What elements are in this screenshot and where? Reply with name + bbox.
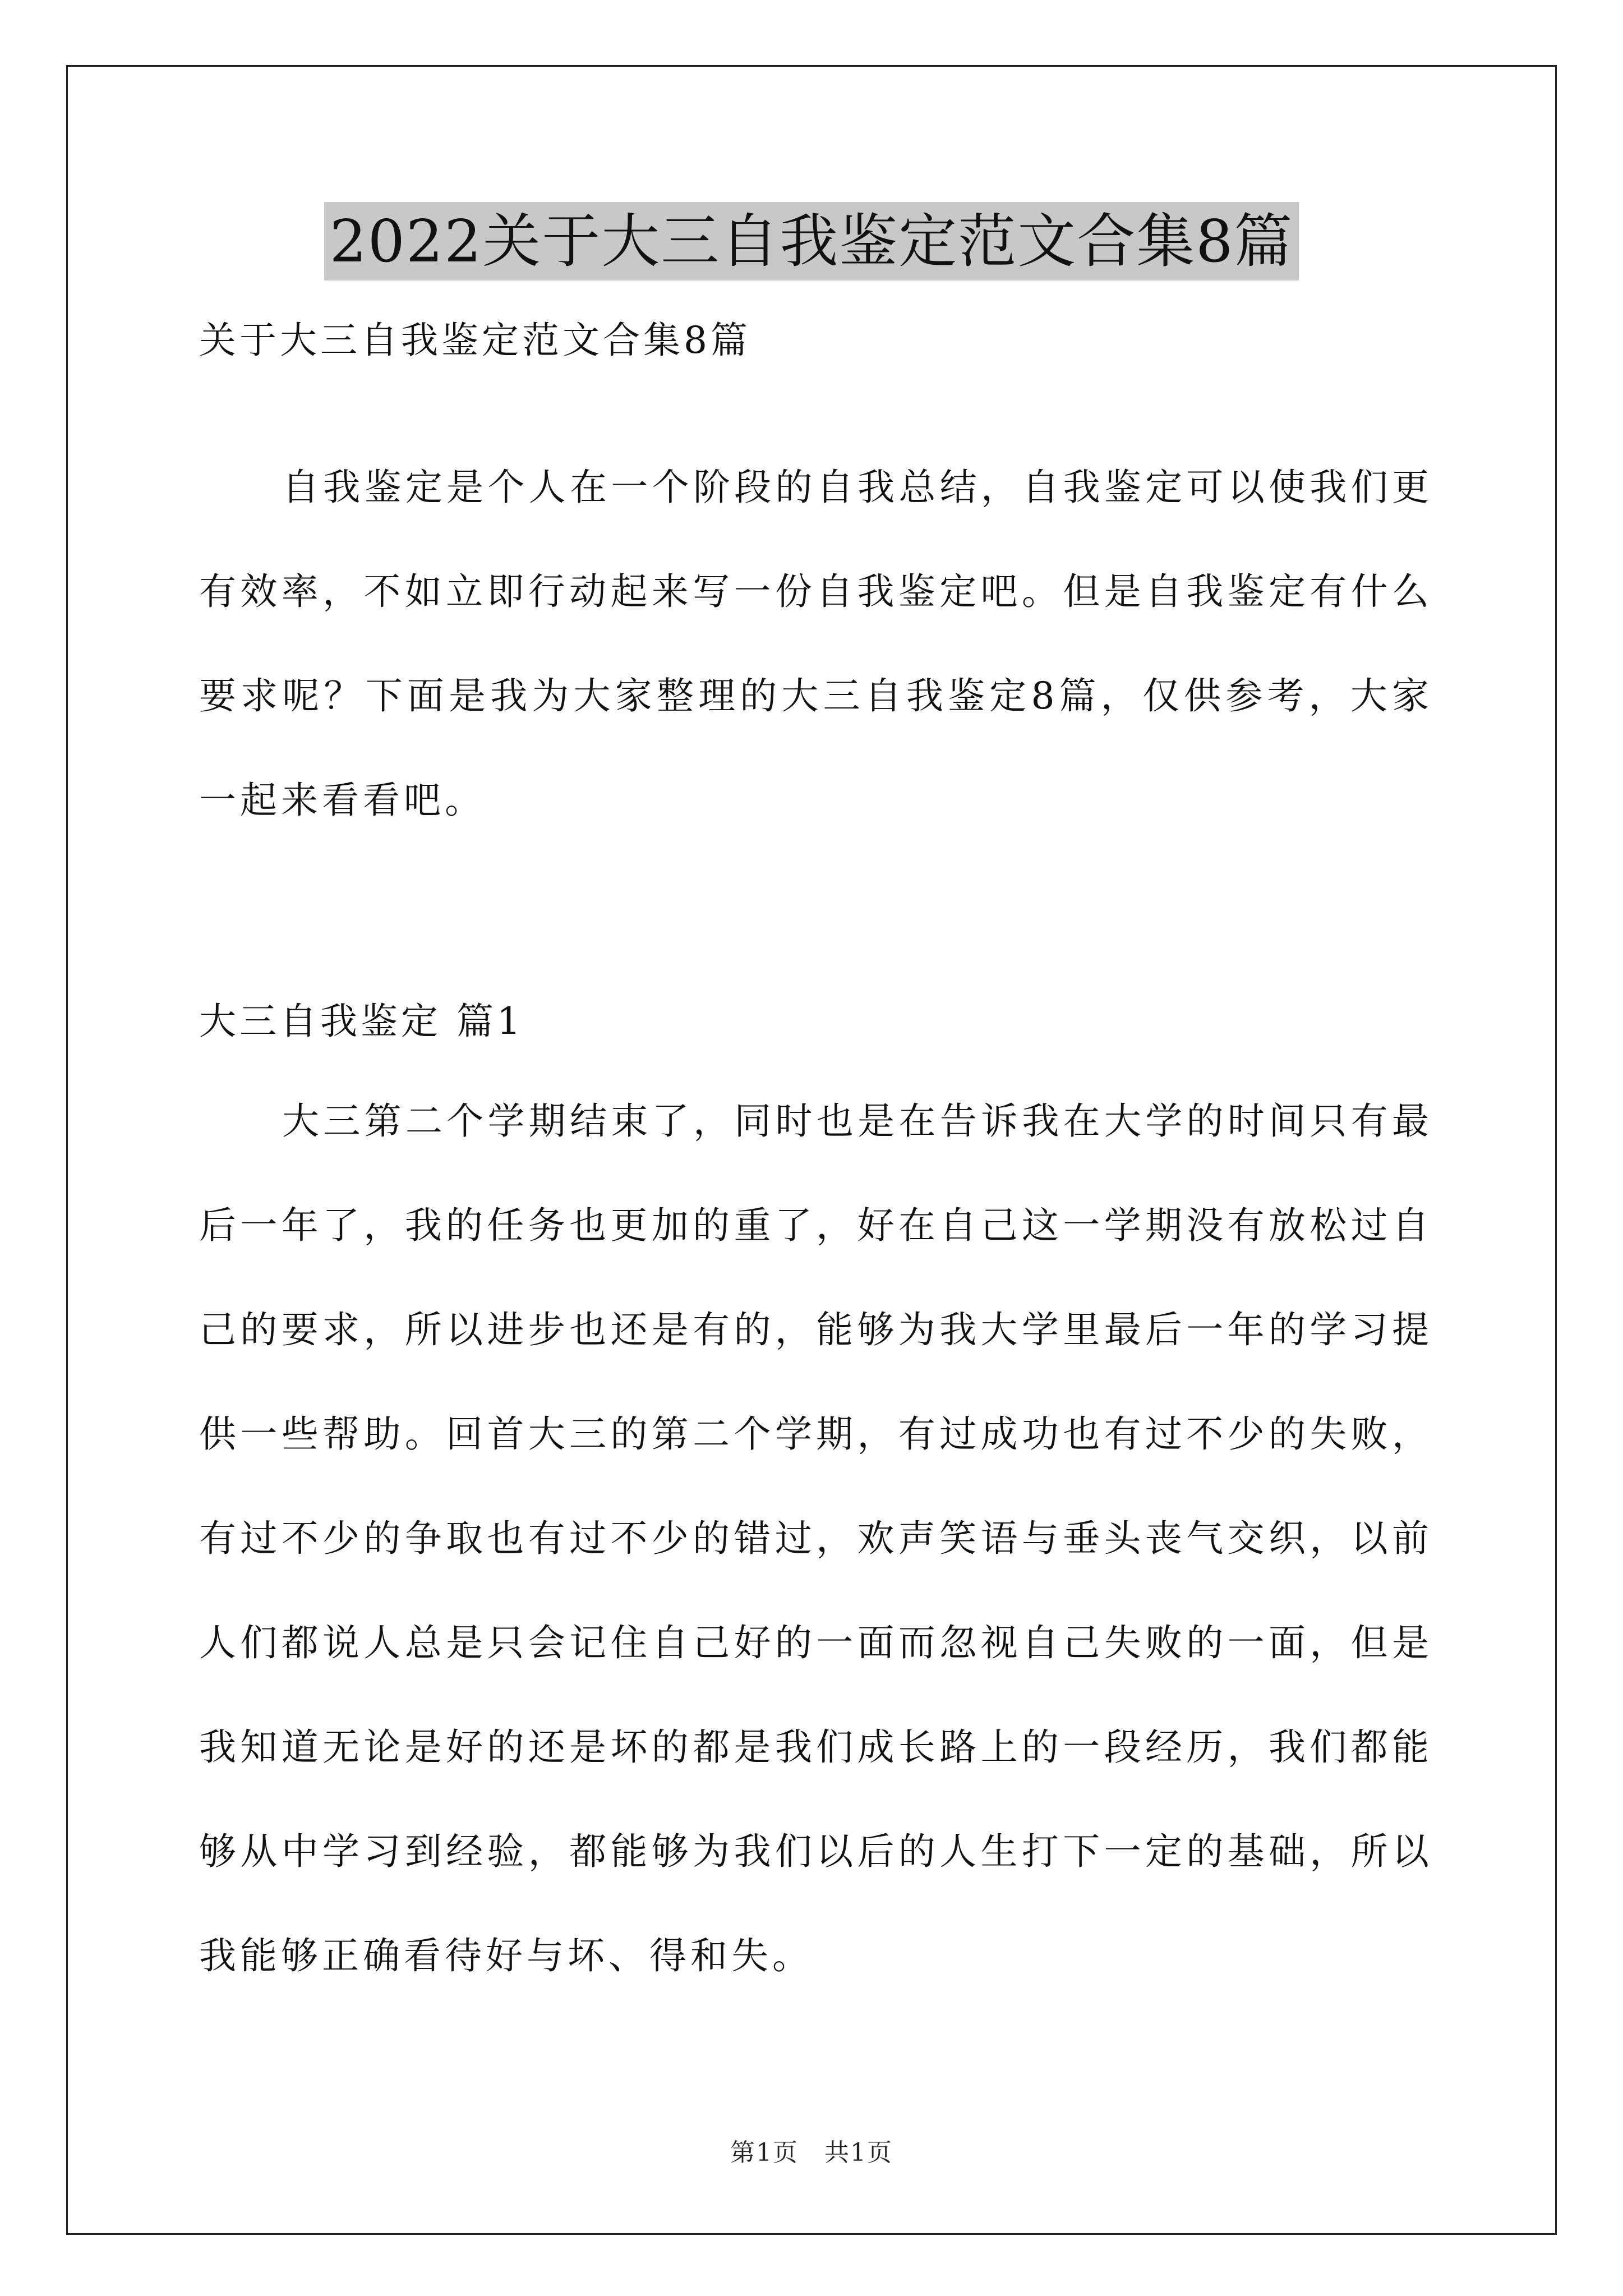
title-container [0, 202, 1623, 280]
section-heading: 大三自我鉴定 篇1 [199, 1000, 524, 1043]
page-footer: 第1页 共1页 [730, 2138, 893, 2167]
section-body-paragraph: 大三第二个学期结束了，同时也是在告诉我在大学的时间只有最后一年了，我的任务也更加的重了，好在自己这一学期没有放松过自己的要求，所以进步也还是有的，能够为我大学里最后一年的学习提供一些帮助。回首大三的第二个学期，有过成功也有过不少的失败，有过不少的争取也有过不少的错过，欢声笑语与垂头丧气交织，以前人们都说人总是只会记住自己好的一面而忽视自己失败的一面，但是我知道无论是好的还是坏的都是我们成长路上的一段经历，我们都能够从中学习到经验，都能够为我们以后的人生打下一定的基础，所以我能够正确看待好与坏、得和失。 [199, 1099, 1433, 1977]
intro-paragraph: 自我鉴定是个人在一个阶段的自我总结，自我鉴定可以使我们更有效率，不如立即行动起来写一份自我鉴定吧。但是自我鉴定有什么要求呢？下面是我为大家整理的大三自我鉴定8篇，仅供参考，大家一起来看看吧。 [199, 466, 1433, 822]
document-title: 2022关于大三自我鉴定范文合集8篇 [324, 202, 1299, 280]
document-subtitle: 关于大三自我鉴定范文合集8篇 [199, 319, 751, 362]
